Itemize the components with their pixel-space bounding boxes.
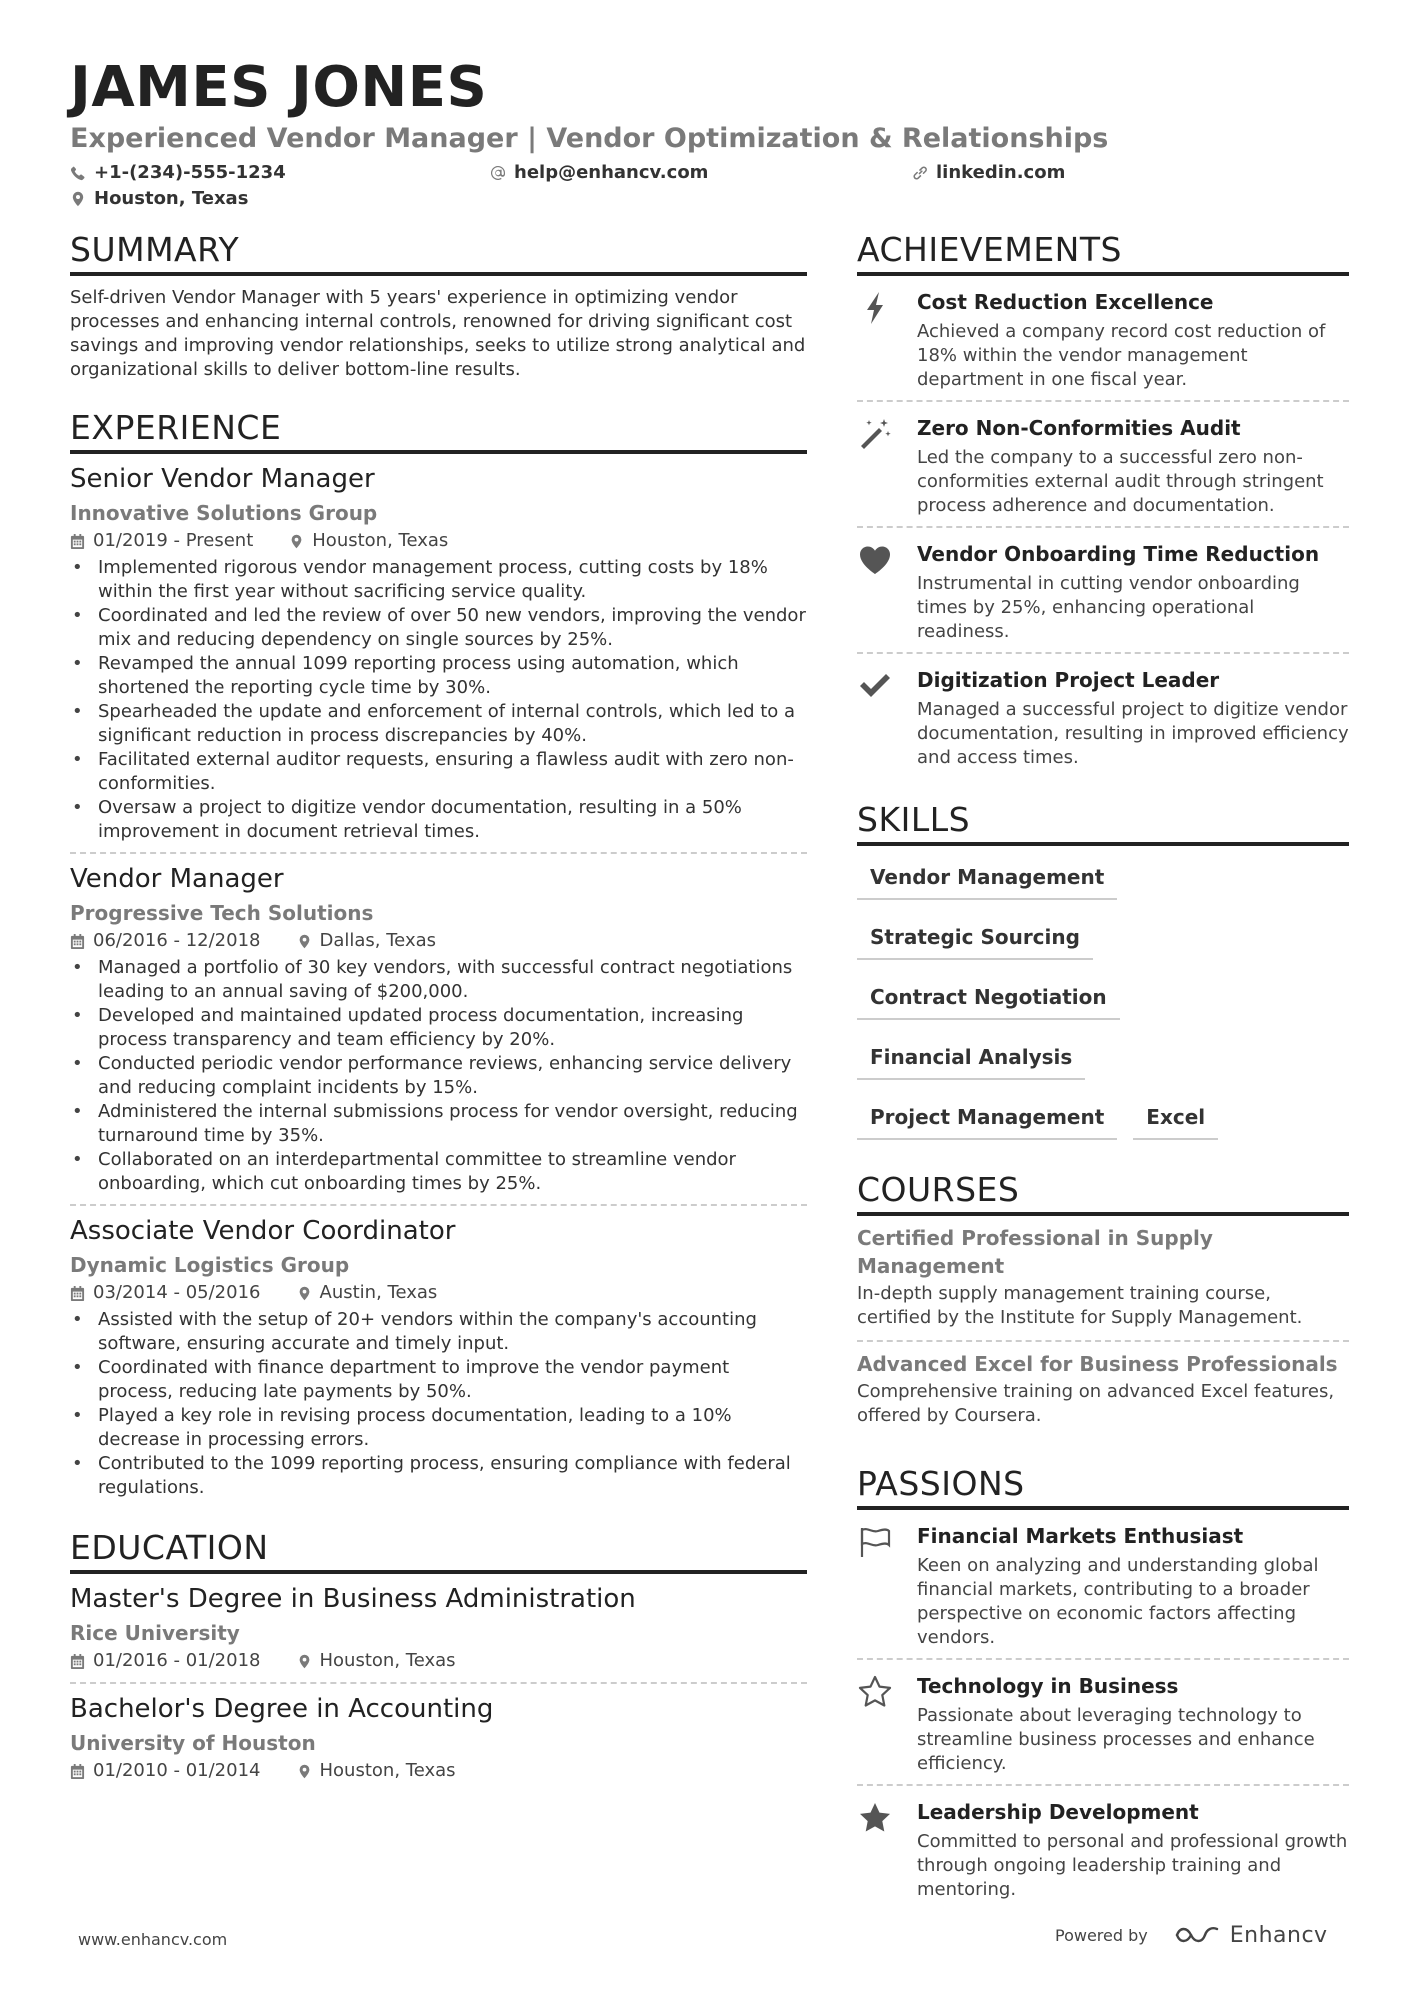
achievement-desc: Instrumental in cutting vendor onboarding times by 25%, enhancing operational readiness. <box>917 573 1300 642</box>
footer-branding <box>1055 1922 1328 1948</box>
calendar-icon <box>70 934 85 949</box>
location-text: Houston, Texas <box>94 188 249 209</box>
job-bullets <box>70 556 807 844</box>
contact-location <box>70 186 248 212</box>
achievements-section <box>857 230 1349 778</box>
education-section <box>70 1528 807 1792</box>
bullet-item: • Contributed to the 1099 reporting process, ensuring compliance with federal regulations. <box>70 1452 807 1500</box>
job-meta <box>70 1280 807 1306</box>
section-title-experience: EXPERIENCE <box>70 408 807 454</box>
skill-tag: Financial Analysis <box>857 1036 1085 1080</box>
passion-title: Leadership Development <box>917 1800 1199 1824</box>
company-name: Dynamic Logistics Group <box>70 1253 350 1277</box>
course-desc: Comprehensive training on advanced Excel features, offered by Coursera. <box>857 1381 1335 1426</box>
location-pin-icon <box>297 934 312 949</box>
achievement-desc: Achieved a company record cost reduction of 18% within the vendor management department in one fiscal year. <box>917 321 1326 390</box>
job-dates: 01/2019 - Present <box>93 530 254 551</box>
enhancv-logo[interactable] <box>1174 1922 1328 1948</box>
job-location: Houston, Texas <box>312 530 449 551</box>
bullet-item: • Oversaw a project to digitize vendor documentation, resulting in a 50% improvement in document retrieval times. <box>70 796 807 844</box>
section-title-courses: COURSES <box>857 1170 1349 1216</box>
achievement-desc: Led the company to a successful zero non-conformities external audit through stringent process adherence and documentation. <box>917 447 1324 516</box>
checkmark-icon <box>857 668 893 704</box>
right-column <box>857 230 1349 1936</box>
skill-tag: Excel <box>1133 1096 1218 1140</box>
skill-tag: Strategic Sourcing <box>857 916 1093 960</box>
job-dates: 06/2016 - 12/2018 <box>93 930 261 951</box>
achievement-item <box>857 276 1349 402</box>
passion-item <box>857 1510 1349 1660</box>
job-title: Associate Vendor Coordinator <box>70 1216 456 1246</box>
bullet-item: • Coordinated with finance department to improve the vendor payment process, reducing late payments by 50%. <box>70 1356 807 1404</box>
bullet-item: • Revamped the annual 1099 reporting process using automation, which shortened the reporting cycle time by 30%. <box>70 652 807 700</box>
courses-section <box>857 1170 1349 1438</box>
achievement-item <box>857 654 1349 778</box>
flag-icon <box>857 1524 893 1560</box>
job-dates: 03/2014 - 05/2016 <box>93 1282 261 1303</box>
skills-section <box>857 800 1349 1156</box>
location-pin-icon <box>297 1286 312 1301</box>
enhancv-logo-icon <box>1174 1922 1222 1948</box>
achievement-title: Vendor Onboarding Time Reduction <box>917 542 1320 566</box>
course-title: Advanced Excel for Business Professionals <box>857 1352 1338 1376</box>
passion-desc: Keen on analyzing and understanding global financial markets, contributing to a broader perspective on economic factors affecting vendors. <box>917 1555 1319 1648</box>
company-name: Progressive Tech Solutions <box>70 901 374 925</box>
education-dates: 01/2010 - 01/2014 <box>93 1760 261 1781</box>
magic-wand-icon <box>857 416 893 452</box>
section-title-education: EDUCATION <box>70 1528 807 1574</box>
resume-header <box>70 56 1350 216</box>
location-pin-icon <box>70 191 86 207</box>
achievement-desc: Managed a successful project to digitize vendor documentation, resulting in improved efficiency and access times. <box>917 699 1349 768</box>
phone-text: +1-(234)-555-1234 <box>94 162 286 183</box>
job-title: Vendor Manager <box>70 864 284 894</box>
job-bullets <box>70 956 807 1196</box>
achievement-title: Cost Reduction Excellence <box>917 290 1214 314</box>
company-name: Innovative Solutions Group <box>70 501 378 525</box>
left-column <box>70 230 807 1818</box>
course-item <box>857 1216 1349 1342</box>
bullet-item: • Facilitated external auditor requests, ensuring a flawless audit with zero non-conformities. <box>70 748 807 796</box>
summary-section <box>70 230 807 382</box>
powered-by-label: Powered by <box>1055 1925 1148 1945</box>
achievement-title: Digitization Project Leader <box>917 668 1220 692</box>
degree-title: Master's Degree in Business Administration <box>70 1584 636 1614</box>
bullet-item: • Coordinated and led the review of over 50 new vendors, improving the vendor mix and reducing dependency on single sources by 25%. <box>70 604 807 652</box>
calendar-icon <box>70 1764 85 1779</box>
contact-linkedin[interactable] <box>912 160 1065 186</box>
location-pin-icon <box>289 534 304 549</box>
summary-text: Self-driven Vendor Manager with 5 years' experience in optimizing vendor processes and enhancing internal controls, renowned for driving significant cost savings and improving vendor relationships, seeks to utilize strong analytical and organizational skills to deliver bottom-line results. <box>70 287 806 380</box>
job-location: Dallas, Texas <box>319 930 436 951</box>
bullet-item: • Administered the internal submissions process for vendor oversight, reducing turnaround time by 35%. <box>70 1100 807 1148</box>
star-filled-icon <box>857 1800 893 1836</box>
skill-tag: Contract Negotiation <box>857 976 1120 1020</box>
bullet-item: • Played a key role in revising process documentation, leading to a 10% decrease in processing errors. <box>70 1404 807 1452</box>
footer-website[interactable]: www.enhancv.com <box>78 1930 228 1949</box>
education-location: Houston, Texas <box>319 1760 456 1781</box>
experience-entry <box>70 454 807 854</box>
achievement-item <box>857 528 1349 654</box>
bullet-item: • Managed a portfolio of 30 key vendors, with successful contract negotiations leading to an annual saving of $200,000. <box>70 956 807 1004</box>
degree-title: Bachelor's Degree in Accounting <box>70 1694 494 1724</box>
bullet-item: • Developed and maintained updated process documentation, increasing process transparency and team efficiency by 20%. <box>70 1004 807 1052</box>
location-pin-icon <box>297 1764 312 1779</box>
link-icon <box>912 165 928 181</box>
education-entry <box>70 1684 807 1792</box>
bullet-item: • Spearheaded the update and enforcement of internal controls, which led to a significant reduction in process discrepancies by 40%. <box>70 700 807 748</box>
passion-desc: Passionate about leveraging technology to streamline business processes and enhance efficiency. <box>917 1705 1315 1774</box>
skill-tag: Vendor Management <box>857 856 1117 900</box>
calendar-icon <box>70 1286 85 1301</box>
passion-title: Technology in Business <box>917 1674 1179 1698</box>
education-meta <box>70 1648 807 1674</box>
passion-item <box>857 1660 1349 1786</box>
experience-entry <box>70 1206 807 1508</box>
passion-item <box>857 1786 1349 1910</box>
school-name: Rice University <box>70 1621 240 1645</box>
course-item <box>857 1342 1349 1438</box>
passion-title: Financial Markets Enthusiast <box>917 1524 1244 1548</box>
brand-name: Enhancv <box>1229 1922 1328 1948</box>
bullet-item: • Conducted periodic vendor performance reviews, enhancing service delivery and reducing complaint incidents by 15%. <box>70 1052 807 1100</box>
candidate-headline: Experienced Vendor Manager | Vendor Optimization & Relationships <box>70 123 1109 154</box>
calendar-icon <box>70 534 85 549</box>
section-title-skills: SKILLS <box>857 800 1349 846</box>
contact-info <box>70 160 1350 216</box>
heart-icon <box>857 542 893 578</box>
section-title-summary: SUMMARY <box>70 230 807 276</box>
star-outline-icon <box>857 1674 893 1710</box>
skills-list <box>857 856 1349 1156</box>
phone-icon <box>70 165 86 181</box>
education-entry <box>70 1574 807 1684</box>
linkedin-text: linkedin.com <box>936 162 1066 183</box>
experience-entry <box>70 854 807 1206</box>
job-location: Austin, Texas <box>319 1282 438 1303</box>
bullet-item: • Implemented rigorous vendor management process, cutting costs by 18% within the first year without sacrificing service quality. <box>70 556 807 604</box>
calendar-icon <box>70 1654 85 1669</box>
lightning-icon <box>857 290 893 326</box>
contact-phone[interactable] <box>70 160 286 186</box>
course-desc: In-depth supply management training course, certified by the Institute for Supply Management. <box>857 1283 1303 1328</box>
passions-section <box>857 1464 1349 1910</box>
job-title: Senior Vendor Manager <box>70 464 375 494</box>
section-title-achievements: ACHIEVEMENTS <box>857 230 1349 276</box>
email-text: help@enhancv.com <box>514 162 709 183</box>
education-location: Houston, Texas <box>319 1650 456 1671</box>
skill-tag: Project Management <box>857 1096 1117 1140</box>
course-title: Certified Professional in Supply Management <box>857 1226 1213 1278</box>
candidate-name: JAMES JONES <box>70 55 488 120</box>
achievement-item <box>857 402 1349 528</box>
job-bullets <box>70 1308 807 1500</box>
job-meta <box>70 528 807 554</box>
section-title-passions: PASSIONS <box>857 1464 1349 1510</box>
education-dates: 01/2016 - 01/2018 <box>93 1650 261 1671</box>
experience-section <box>70 408 807 1508</box>
contact-email[interactable] <box>490 160 708 186</box>
passion-desc: Committed to personal and professional growth through ongoing leadership training and mentoring. <box>917 1831 1348 1900</box>
location-pin-icon <box>297 1654 312 1669</box>
bullet-item: • Collaborated on an interdepartmental committee to streamline vendor onboarding, which cut onboarding times by 25%. <box>70 1148 807 1196</box>
education-meta <box>70 1758 807 1784</box>
bullet-item: • Assisted with the setup of 20+ vendors within the company's accounting software, ensuring accurate and timely input. <box>70 1308 807 1356</box>
at-sign-icon <box>490 165 506 181</box>
job-meta <box>70 928 807 954</box>
achievement-title: Zero Non-Conformities Audit <box>917 416 1241 440</box>
school-name: University of Houston <box>70 1731 316 1755</box>
